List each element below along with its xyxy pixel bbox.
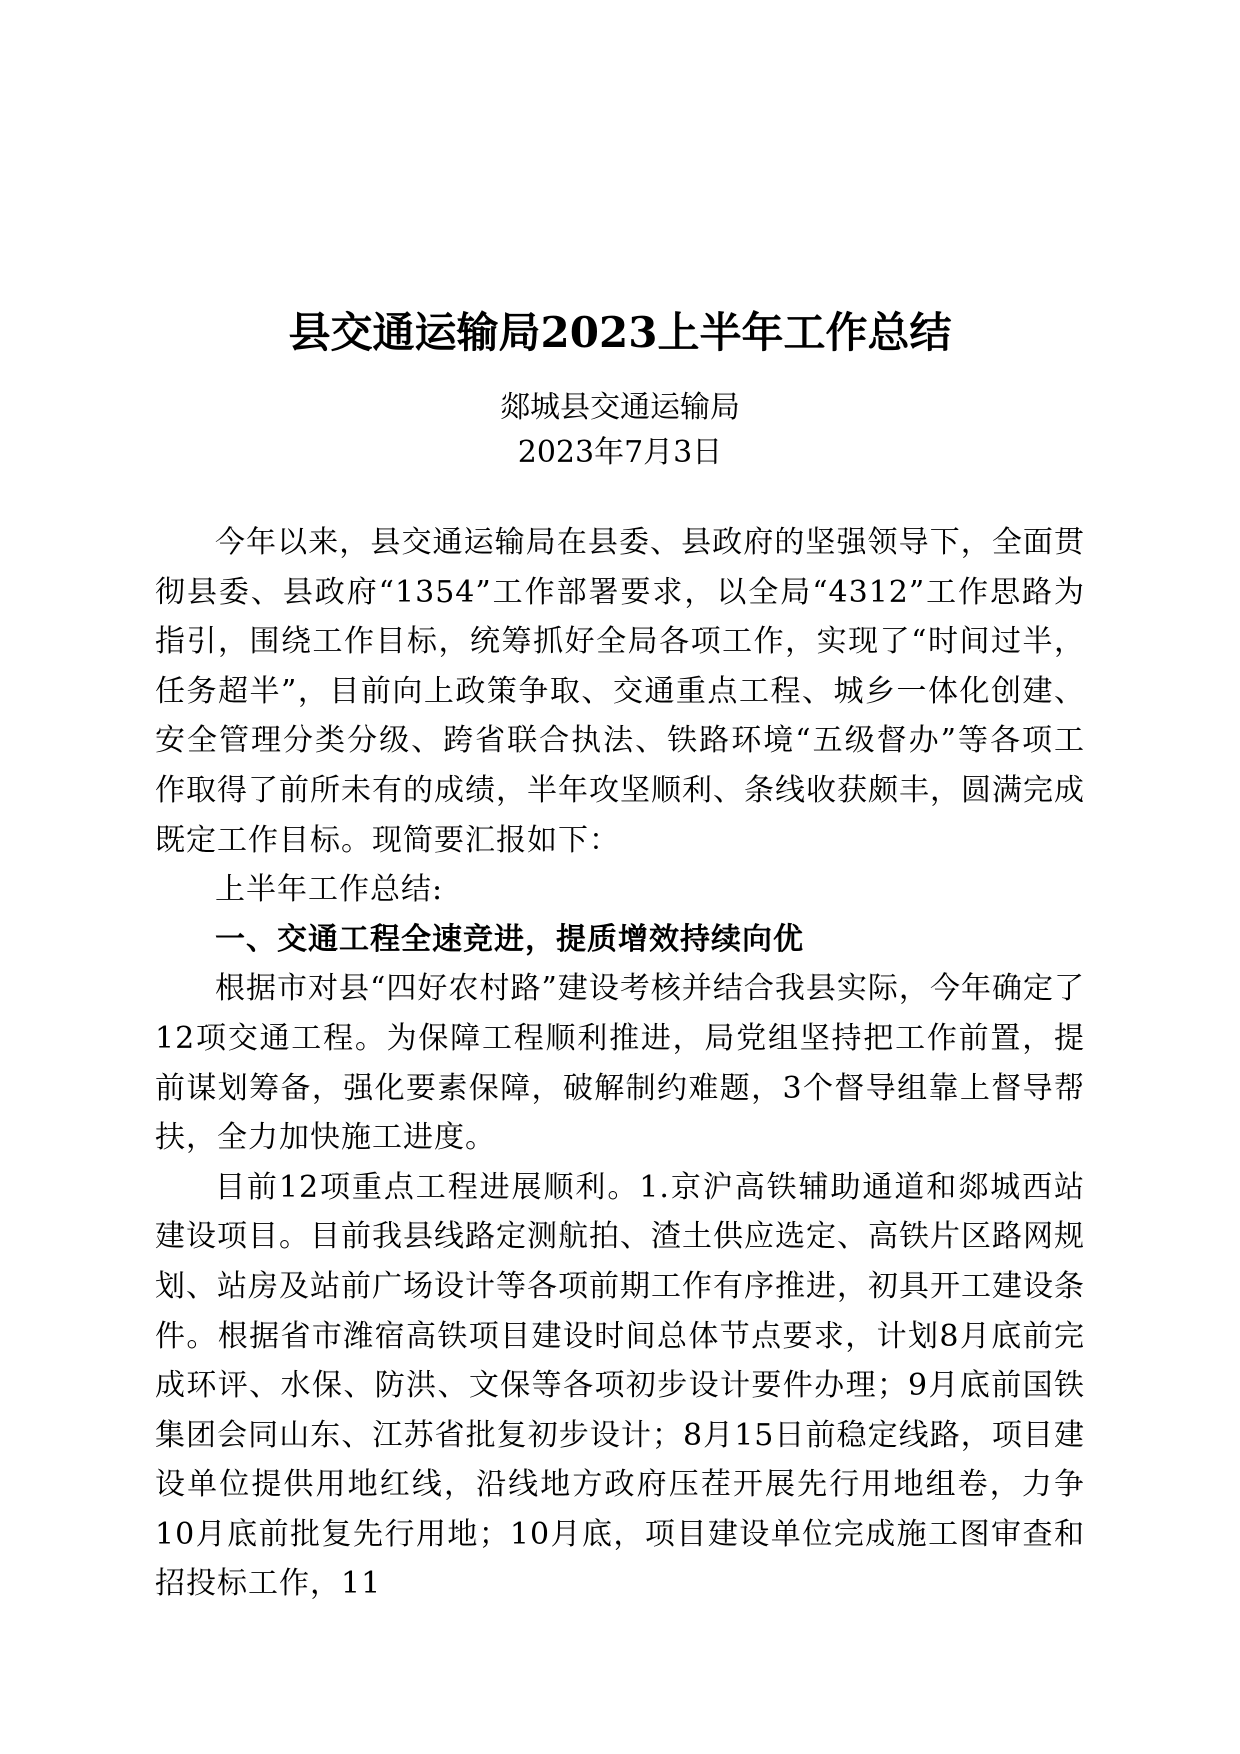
- section-heading: 一、交通工程全速竞进，提质增效持续向优: [215, 921, 804, 957]
- body-paragraph: 目前12项重点工程进展顺利。1.京沪高铁辅助通道和郯城西站建设项目。目前我县线路定测航拍、渣土供应选定、高铁片区路网规划、站房及站前广场设计等各项前期工作有序推进，初具开工建设条件。根据省市潍宿高铁项目建设时间总体节点要求，计划8月底前完成环评、水保、防洪、文保等各项初步设计要件办理；9月底前国铁集团会同山东、江苏省批复初步设计；8月15日前稳定线路，项目建设单位提供用地红线，沿线地方政府压茬开展先行用地组卷，力争10月底前批复先行用地；10月底，项目建设单位完成施工图审查和招投标工作，11: [155, 1169, 1085, 1602]
- document-date: 2023年7月3日: [517, 435, 723, 470]
- issuing-organization: 郯城县交通运输局: [500, 390, 740, 425]
- intro-paragraph: 今年以来，县交通运输局在县委、县政府的坚强领导下，全面贯彻县委、县政府“1354”工作部署要求，以全局“4312”工作思路为指引，围绕工作目标，统筹抓好全局各项工作，实现了“时间过半，任务超半”，目前向上政策争取、交通重点工程、城乡一体化创建、安全管理分类分级、跨省联合执法、铁路环境“五级督办”等各项工作取得了前所未有的成绩，半年攻坚顺利、条线收获颇丰，圆满完成既定工作目标。现简要汇报如下：: [155, 525, 1085, 858]
- document-body: [155, 518, 1085, 1609]
- body-paragraph: 根据市对县“四好农村路”建设考核并结合我县实际，今年确定了12项交通工程。为保障工程顺利推进，局党组坚持把工作前置，提前谋划筹备，强化要素保障，破解制约难题，3个督导组靠上督导帮扶，全力加快施工进度。: [155, 971, 1085, 1156]
- document-title: 县交通运输局2023上半年工作总结: [288, 308, 952, 357]
- section-label: 上半年工作总结:: [215, 872, 444, 908]
